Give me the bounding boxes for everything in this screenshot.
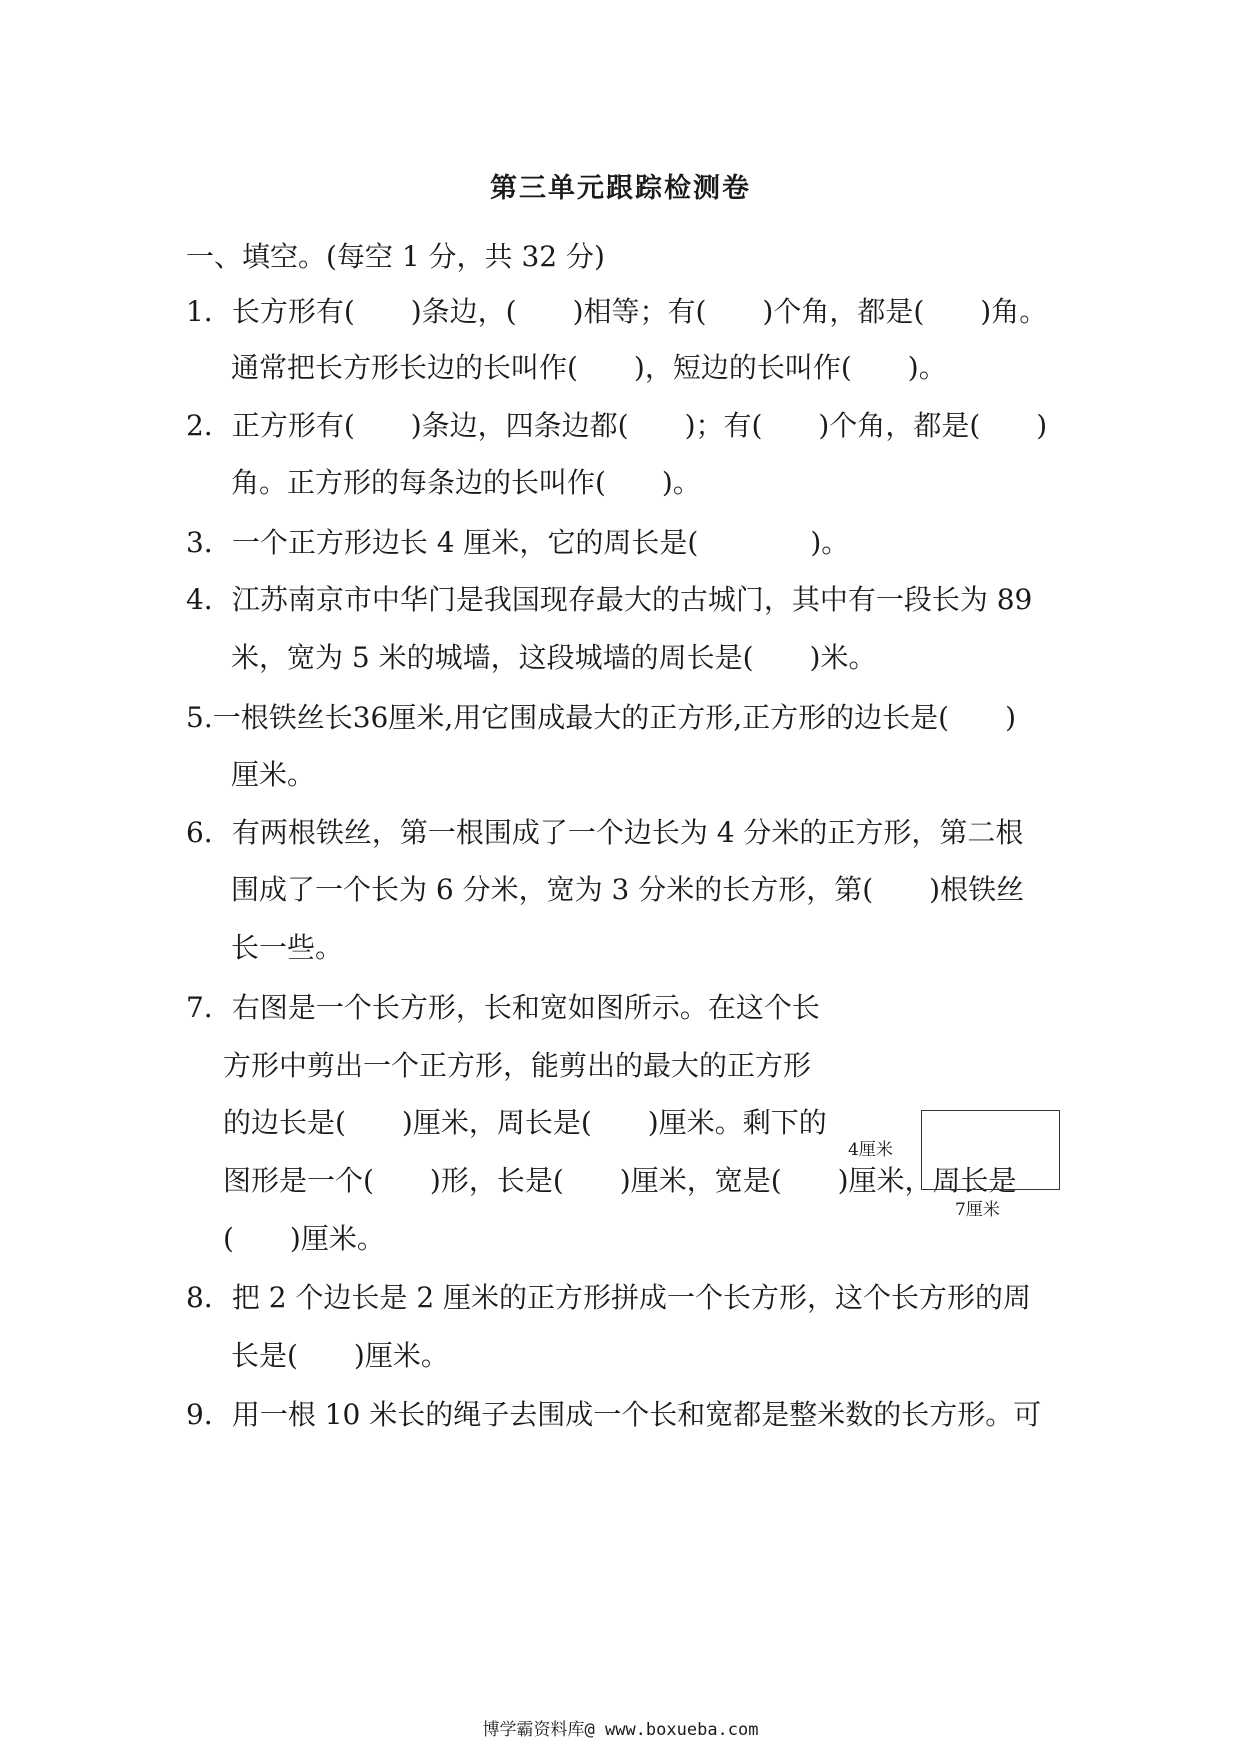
question-1-line-1: 1．长方形有( )条边，( )相等；有( )个角，都是( )角。 — [186, 295, 1048, 328]
length-label: 7厘米 — [955, 1200, 1000, 1220]
width-label: 4厘米 — [848, 1140, 893, 1160]
question-5-line-1: 5.一根铁丝长36厘米,用它围成最大的正方形,正方形的边长是( ) — [186, 701, 1016, 734]
question-2-line-2: 角。正方形的每条边的长叫作( )。 — [231, 466, 701, 499]
question-8-line-2: 长是( )厘米。 — [231, 1339, 449, 1372]
question-1-line-2: 通常把长方形长边的长叫作( )，短边的长叫作( )。 — [231, 351, 947, 384]
question-3-line-1: 3．一个正方形边长 4 厘米，它的周长是( )。 — [186, 526, 850, 559]
question-6-line-1: 6．有两根铁丝，第一根围成了一个边长为 4 分米的正方形，第二根 — [186, 816, 1024, 849]
question-6-line-3: 长一些。 — [231, 931, 344, 964]
question-7-line-1: 7．右图是一个长方形，长和宽如图所示。在这个长 — [186, 991, 820, 1024]
question-8-line-1: 8．把 2 个边长是 2 厘米的正方形拼成一个长方形，这个长方形的周 — [186, 1281, 1032, 1314]
question-7-line-3: 的边长是( )厘米，周长是( )厘米。剩下的 — [223, 1106, 827, 1139]
rectangle-shape — [921, 1110, 1060, 1190]
section-heading: 一、填空。(每空 1 分，共 32 分) — [186, 240, 605, 273]
question-9-line-1: 9．用一根 10 米长的绳子去围成一个长和宽都是整米数的长方形。可 — [186, 1398, 1042, 1431]
question-4-line-1: 4．江苏南京市中华门是我国现存最大的古城门，其中有一段长为 89 — [186, 583, 1033, 616]
question-5-line-2: 厘米。 — [231, 758, 316, 791]
question-7-line-4: 图形是一个( )形，长是( )厘米，宽是( )厘米，周长是 — [223, 1164, 1017, 1197]
page-title: 第三单元跟踪检测卷 — [490, 173, 751, 204]
question-4-line-2: 米，宽为 5 米的城墙，这段城墙的周长是( )米。 — [231, 641, 877, 674]
question-7-line-2: 方形中剪出一个正方形，能剪出的最大的正方形 — [223, 1049, 812, 1082]
question-6-line-2: 围成了一个长为 6 分米，宽为 3 分米的长方形，第( )根铁丝 — [231, 873, 1025, 906]
rectangle-figure — [840, 1110, 1060, 1230]
footer-watermark: 博学霸资料库@ www.boxueba.com — [482, 1720, 759, 1740]
question-7-line-5: ( )厘米。 — [223, 1222, 385, 1255]
question-2-line-1: 2．正方形有( )条边，四条边都( )；有( )个角，都是( ) — [186, 409, 1048, 442]
